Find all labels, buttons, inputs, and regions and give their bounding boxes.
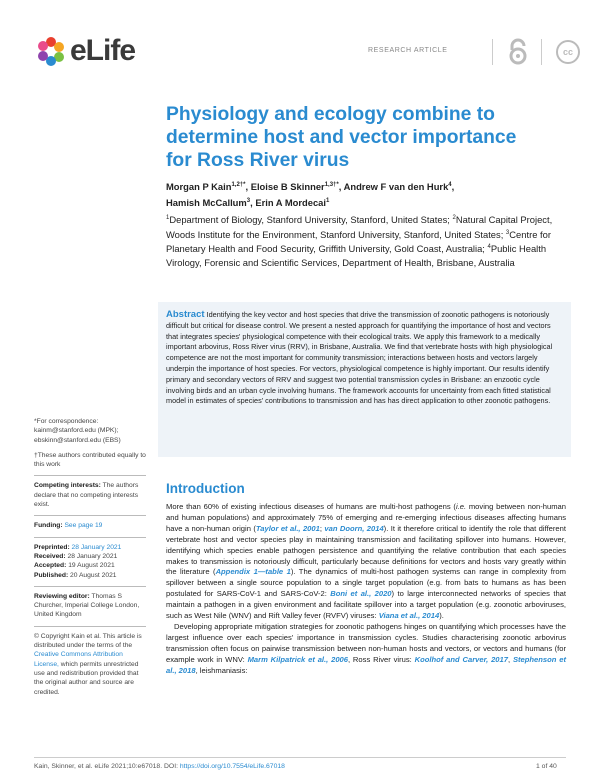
reviewing-text: Thomas S Churcher, Imperial College London, United Kingdom [34,592,140,619]
header-divider [541,39,542,65]
author-affil-sup: 1,2†* [231,182,246,188]
logo-text: eLife [70,34,136,67]
citation-link[interactable]: Boni et al., 2020 [330,589,392,599]
body-text: Developing appropriate mitigation strategies for zoonotic pathogens hinges on quantifying which processes have the largest influence over each species' importance in transmission cycles. Studies characterising zoonotic arbovirus transmission often focus on pairwise transmission between non-human hosts and vectors, or vectors and humans (for example work in WNV: [166,621,566,664]
funding-link[interactable]: See page 19 [64,522,103,530]
author-list: Morgan P Kain$^{1,2\dagger*}$, Eloise B Skinner$^{1,3\dagger*}$, Andrew F van den Hurk$^4$, Hamish McCallum$^3$, Erin A Mordecai$^1$ [166,181,455,209]
citation-link[interactable]: van Doorn, 2014 [324,523,384,533]
body-text: ; [319,523,325,533]
elife-flower-icon [34,34,68,68]
correspondence-block [34,417,146,445]
competing-interests [34,481,146,509]
body-text: , [507,654,513,664]
dates-block [34,543,146,580]
open-access-icon[interactable] [507,38,529,66]
date-row [34,552,146,561]
doi-link[interactable]: https://doi.org/10.7554/eLife.67018 [179,763,285,770]
affil-sup: 4 [487,244,491,251]
equal-contribution-note: †These authors contributed equally to this work [34,451,146,469]
section-heading-introduction: Introduction [166,481,245,496]
date-row [34,561,146,570]
date-value: 19 August 2021 [68,562,115,570]
date-row [34,543,146,552]
sidebar-divider [34,515,146,516]
header-divider [492,39,493,65]
license-link[interactable]: Creative Commons Attribution License, [34,651,123,668]
affiliation: Public Health Virology, Forensic and Scientific Services, Department of Health, Brisbane, Australia [166,243,547,268]
copyright-text: Copyright Kain et al. This article is distributed under the terms of the [34,632,142,650]
copyright-icon: © [34,632,39,640]
body-text: ). It it therefore critical to identify the role that different vertebrate host and vector species play in maintaining transmission and facilitating spillover into humans. However, identifying which species enable pathogen persistence and quantifying the relative contribution that each species makes to transmission is notoriously difficult, particularly because definitions for vectors and hosts vary greatly within the literature ( [166,523,566,577]
date-label: Received: [34,552,68,560]
affiliations [166,212,566,269]
correspondence-email[interactable]: kainm@stanford.edu (MPK); [34,427,119,435]
body-text: ). The dynamics of multi-host pathogen systems can range in complexity from spillover between a single source population to a single target population (e.g. from bats to humans as has been postulated for SARS-CoV-1 and SARS-CoV-2: [166,567,566,599]
citation-link[interactable]: Taylor et al., 2001 [255,523,320,533]
body-text: moving between non-human and human populations) and approximately 75% of emerging and re-emerging infectious diseases affecting humans have a non-human origin ( [166,502,567,533]
sidebar-divider [34,475,146,476]
creative-commons-icon[interactable]: cc [556,40,580,64]
abstract-text: Identifying the key vector and host species that drive the transmission of zoonotic pathogens is notoriously difficult but critical for disease control. We present a nested approach for quantifying the importance of host and vectors that integrates species' physiological competence with their ecological traits. We apply this framework to a medically important arbovirus, Ross River virus (RRV), in Brisbane, Australia. We find that vertebrate hosts with high physiological competence are not the most important for community transmission; interactions between hosts and vectors largely underpin the importance of host species. For vectors, physiological competence is highly important. Our results identify primary and secondary vectors of RRV and suggest two potential transmission cycles in Brisbane: an enzootic cycle involving birds and an urban cycle involving humans. The framework accounts for uncertainty from each fitted statistical model in estimates of species' contributions to transmission and has has direct application to other zoonotic pathogens. [166,310,553,406]
intro-paragraph-1 [166,502,566,622]
sidebar-divider [34,586,146,587]
date-row [34,571,146,580]
citation-link[interactable]: Stephenson et al., 2018 [166,654,566,675]
author-name[interactable]: Andrew F van den Hurk [343,181,449,193]
competing-label: Competing interests: [34,482,101,490]
introduction-body [166,502,566,677]
intro-paragraph-2 [166,622,566,677]
reviewing-label: Reviewing editor: [34,592,90,600]
author-affil-sup: 4 [448,182,452,188]
affil-sup: 2 [452,215,456,221]
body-text: , leishmaniasis: [195,665,248,675]
body-text: , Ross River virus: [347,654,415,664]
copyright-block [34,632,146,697]
body-text: More than 60% of existing infectious diseases of humans are multi-host pathogens ( [166,502,456,511]
sidebar-divider [34,626,146,627]
affil-sup: 3 [505,229,510,236]
funding [34,521,146,530]
date-value[interactable]: 28 January 2021 [71,543,122,551]
correspondence-label: *For correspondence: [34,418,99,425]
footer-citation [34,763,285,770]
citation-link[interactable]: Appendix 1—table 1 [215,567,291,577]
date-label: Published: [34,571,71,579]
body-text: i.e. [455,502,467,511]
article-title: Physiology and ecology combine to determine host and vector importance for Ross River virus [166,104,517,171]
abstract-box [158,302,571,457]
author-name[interactable]: Erin A Mordecai [255,197,326,209]
abstract-label: Abstract [166,309,205,320]
date-label: Accepted: [34,562,69,570]
affiliation: Natural Capital Project, Woods Institute for the Environment, Stanford University, Stanford, United States; [166,214,553,240]
author-affil-sup: 1 [326,198,330,205]
citation-link[interactable]: Marm Kilpatrick et al., 2006 [247,654,348,664]
author-affil-sup: 3 [246,198,251,205]
citation-link[interactable]: Koolhof and Carver, 2017 [414,654,508,664]
competing-text: The authors declare that no competing interests exist. [34,482,139,509]
footer-divider [34,757,566,758]
article-type-label: RESEARCH ARTICLE [368,47,448,54]
reviewing-editor [34,592,146,620]
copyright-text-2: which permits unrestricted use and redistribution provided that the original author and source are credited. [34,660,139,696]
affiliation: Department of Biology, Stanford University, Stanford, United States; [169,214,453,226]
header-icons [480,38,580,66]
author-name[interactable]: Morgan P Kain [166,181,232,193]
page-number: 1 of 40 [536,763,557,770]
elife-logo[interactable] [34,34,144,68]
affiliation: Centre for Planetary Health and Food Security, Griffith University, Gold Coast, Australia; [166,228,551,255]
affil-sup: 1 [166,215,170,221]
body-text: ). [439,611,444,621]
citation-link[interactable]: Viana et al., 2014 [378,611,440,621]
date-value: 20 August 2021 [70,571,117,579]
date-value: 28 January 2021 [67,552,118,560]
article-sidebar [34,417,146,703]
author-affil-sup: 1,3†* [324,182,339,188]
date-label: Preprinted: [34,543,72,551]
author-name[interactable]: Hamish McCallum [166,197,247,209]
sidebar-divider [34,537,146,538]
correspondence-email[interactable]: ebskinn@stanford.edu (EBS) [34,436,121,444]
funding-label: Funding: [34,522,63,530]
author-name[interactable]: Eloise B Skinner [250,181,325,193]
body-text: ) to large interconnected networks of species that maintain a pathogen in a given environment and facilitate spillover into a target population (e.g. zoonotic arboviruses, such as West Nile (WNV) and Rift Valley fever (RVFV) viruses: [166,589,567,621]
citation-text: Kain, Skinner, et al. eLife 2021;10:e67018. DOI: [34,763,180,770]
